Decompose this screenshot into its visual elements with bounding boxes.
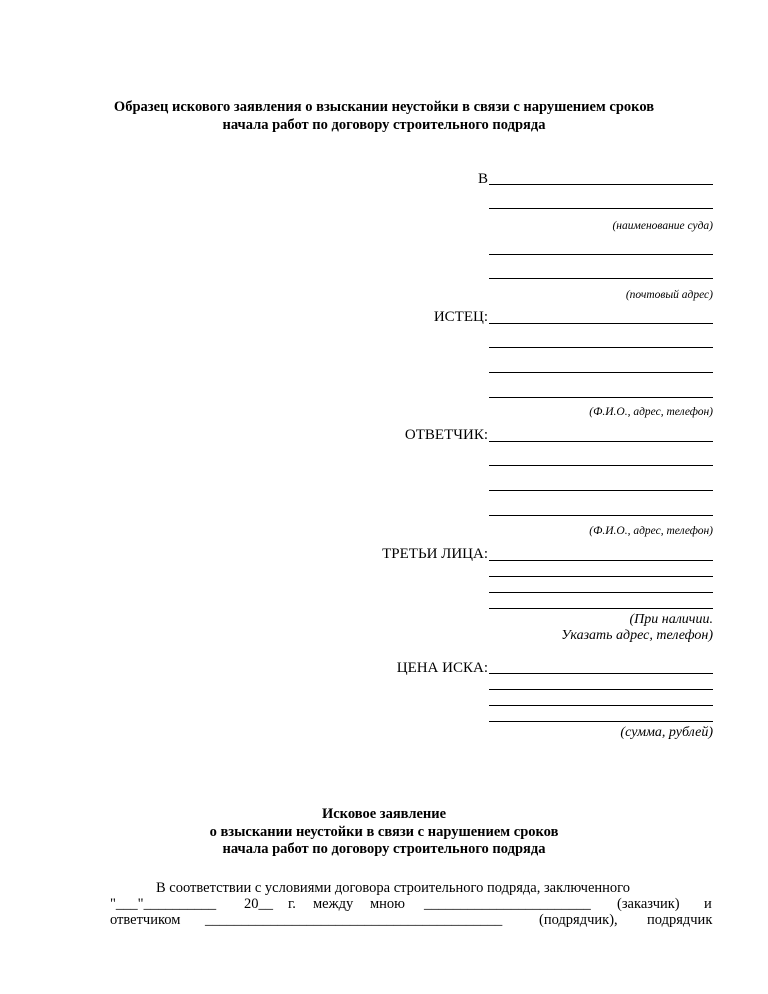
claim-price-line-4[interactable] [489, 721, 713, 722]
quote-open: " [110, 896, 116, 912]
document-title-line-2: начала работ по договору строительного подряда [222, 117, 546, 133]
third-parties-label: ТРЕТЬИ ЛИЦА: [382, 546, 488, 562]
word-and: и [704, 896, 712, 912]
third-parties-line-4[interactable] [489, 608, 713, 609]
claim-price-line-3[interactable] [489, 705, 713, 706]
court-address-line-1[interactable] [489, 254, 713, 255]
claim-price-line-2[interactable] [489, 689, 713, 690]
plaintiff-line-3[interactable] [489, 372, 713, 373]
statement-heading-line-2: о взыскании неустойки в связи с нарушением сроков [209, 823, 559, 840]
claim-price-caption: (сумма, рублей) [620, 725, 713, 740]
court-name-caption: (наименование суда) [612, 220, 713, 232]
body-line-1: В соответствии с условиями договора строительного подряда, заключенного [156, 880, 631, 896]
defendant-caption: (Ф.И.О., адрес, телефон) [589, 525, 713, 537]
defendant-line-3[interactable] [489, 490, 713, 491]
customer-blank[interactable]: _______________________ [424, 896, 591, 912]
word-defendant: ответчиком [110, 912, 181, 928]
word-between: между [313, 896, 354, 912]
claim-price-label: ЦЕНА ИСКА: [396, 660, 488, 676]
quote-close: " [137, 896, 144, 912]
court-name-line-2[interactable] [489, 208, 713, 209]
defendant-line-2[interactable] [489, 465, 713, 466]
plaintiff-line-4[interactable] [489, 397, 713, 398]
plaintiff-line-1[interactable] [489, 323, 713, 324]
third-parties-line-3[interactable] [489, 592, 713, 593]
claim-price-line-1[interactable] [489, 673, 713, 674]
contractor-blank[interactable]: _________________________________________ [205, 912, 503, 928]
plaintiff-line-2[interactable] [489, 347, 713, 348]
customer-role: (заказчик) [617, 896, 680, 912]
year-field[interactable]: 20__ [244, 896, 273, 912]
third-parties-caption-line-1: (При наличии. [629, 612, 713, 627]
statement-heading-line-3: начала работ по договору строительного подряда [222, 841, 546, 857]
day-blank[interactable]: ___ [115, 896, 138, 912]
year-suffix: г. [288, 896, 296, 912]
body-line-2 [110, 896, 216, 912]
statement-heading-line-1: Исковое заявление [321, 806, 447, 822]
document-title-line-1: Образец искового заявления о взыскании неустойки в связи с нарушением сроков [113, 99, 655, 115]
third-parties-line-2[interactable] [489, 576, 713, 577]
word-me: мною [370, 896, 406, 912]
court-address-line-2[interactable] [489, 278, 713, 279]
court-name-line-1[interactable] [489, 184, 713, 185]
third-parties-caption-line-2: Указать адрес, телефон) [561, 628, 713, 643]
court-address-caption: (почтовый адрес) [625, 289, 713, 301]
plaintiff-label: ИСТЕЦ: [433, 309, 488, 325]
defendant-line-4[interactable] [489, 515, 713, 516]
third-parties-line-1[interactable] [489, 560, 713, 561]
month-blank[interactable]: __________ [143, 896, 217, 912]
court-label: В [477, 171, 488, 187]
defendant-line-1[interactable] [489, 441, 713, 442]
word-contractor: подрядчик [647, 912, 713, 928]
defendant-label: ОТВЕТЧИК: [404, 427, 488, 443]
contractor-role: (подрядчик), [539, 912, 618, 928]
document-title [100, 98, 668, 134]
statement-heading [100, 806, 668, 859]
plaintiff-caption: (Ф.И.О., адрес, телефон) [589, 406, 713, 418]
